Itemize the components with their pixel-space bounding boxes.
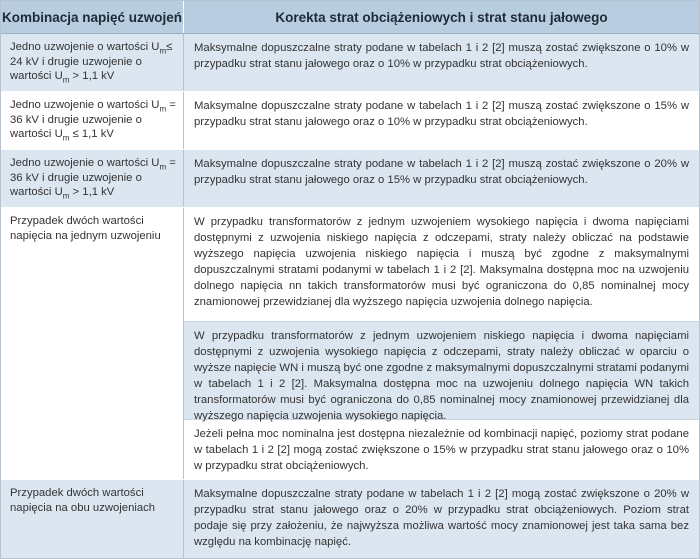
row-combination: Przypadek dwóch wartości napięcia na obu uzwojeniach xyxy=(1,480,184,558)
header-loss-correction: Korekta strat obciążeniowych i strat stanu jałowego xyxy=(275,9,608,25)
row-combination: Jedno uzwojenie o wartości $U_m = 36$ kV i drugie uzwojenie o wartości $U_m > 1,1$ kV xyxy=(1,150,184,207)
table-row xyxy=(1,34,699,92)
row-subsection xyxy=(184,419,699,478)
row-subsection xyxy=(184,208,699,321)
header-voltage-combination: Kombinacja napięć uzwojeń xyxy=(1,1,184,33)
row-correction-text: W przypadku transformatorów z jednym uzwojeniem niskiego napięcia i dwoma napięciami dostępnymi z uzwojenia wysokiego napięcia z odczepami, straty należy obliczać w oparciu o wyższe napięcie WN i muszą być one zgodne z maksymalnymi dopuszczalnymi stratami podanymi w tabelach 1 i 2 [2]. Maksymalna dostępna moc na uzwojeniu dolnego napięcia WN takich transformatorów musi być ograniczona do 0,85 nominalnej mocy znamionowej przewidzianej dla wyższego napięcia uzwojenia wysokiego napięcia. xyxy=(194,330,689,422)
row-subsection xyxy=(184,321,699,422)
table-row xyxy=(1,150,699,208)
row-combination: Jedno uzwojenie o wartości $U_m = 36$ kV i drugie uzwojenie o wartości $U_m \le 1,1$ kV xyxy=(1,92,184,149)
row-combination: Przypadek dwóch wartości napięcia na jednym uzwojeniu xyxy=(1,208,184,479)
table-row xyxy=(1,208,699,480)
row-correction-text: W przypadku transformatorów z jednym uzwojeniem wysokiego napięcia i dwoma napięciami dostępnymi z uzwojenia niskiego napięcia z odczepami, straty należy obliczać na podstawie wyższego napięcia uzwojenia niskiego napięcia i muszą być zgodne z maksymalnymi dopuszczalnymi stratami podanymi w tabelach 1 i 2 [2]. Maksymalna dostępna moc na uzwojeniu dolnego napięcia nn takich transformatorów musi być ograniczona do 0,85 nominalnej mocy znamionowej przewidzianej dla wyższego napięcia uzwojenia dolnego napięcia. xyxy=(194,216,689,308)
table-header xyxy=(1,1,699,34)
row-correction-text: Maksymalne dopuszczalne straty podane w tabelach 1 i 2 [2] mogą zostać zwiększone o 20% w przypadku strat stanu jałowego oraz o 20% w przypadku strat obciążeniowych. Poziom strat podaje się przy założeniu, że najwyższa możliwa wartość mocy znamionowej jest taka sama bez względu na kombinację napięć. xyxy=(194,488,689,548)
row-correction-text: Maksymalne dopuszczalne straty podane w tabelach 1 i 2 [2] muszą zostać zwiększone o 20% w przypadku strat stanu jałowego oraz o 15% w przypadku strat obciążeniowych. xyxy=(194,158,689,186)
table-row xyxy=(1,480,699,558)
row-correction-text: Jeżeli pełna moc nominalna jest dostępna niezależnie od kombinacji napięć, poziomy strat podane w tabelach 1 i 2 [2] mogą zostać zwiększone o 15% w przypadku strat stanu jałowego oraz o 10% w przypadku strat obciążeniowych. xyxy=(194,428,689,472)
row-correction-text: Maksymalne dopuszczalne straty podane w tabelach 1 i 2 [2] muszą zostać zwiększone o 10% w przypadku strat stanu jałowego oraz o 10% w przypadku strat obciążeniowych. xyxy=(194,42,689,70)
row-combination: Jedno uzwojenie o wartości $U_m\le 24$ kV i drugie uzwojenie o wartości $U_m > 1,1$ kV xyxy=(1,34,184,91)
row-correction-text: Maksymalne dopuszczalne straty podane w tabelach 1 i 2 [2] muszą zostać zwiększone o 15% w przypadku strat stanu jałowego oraz o 10% w przypadku strat obciążeniowych. xyxy=(194,100,689,128)
table-row xyxy=(1,92,699,150)
